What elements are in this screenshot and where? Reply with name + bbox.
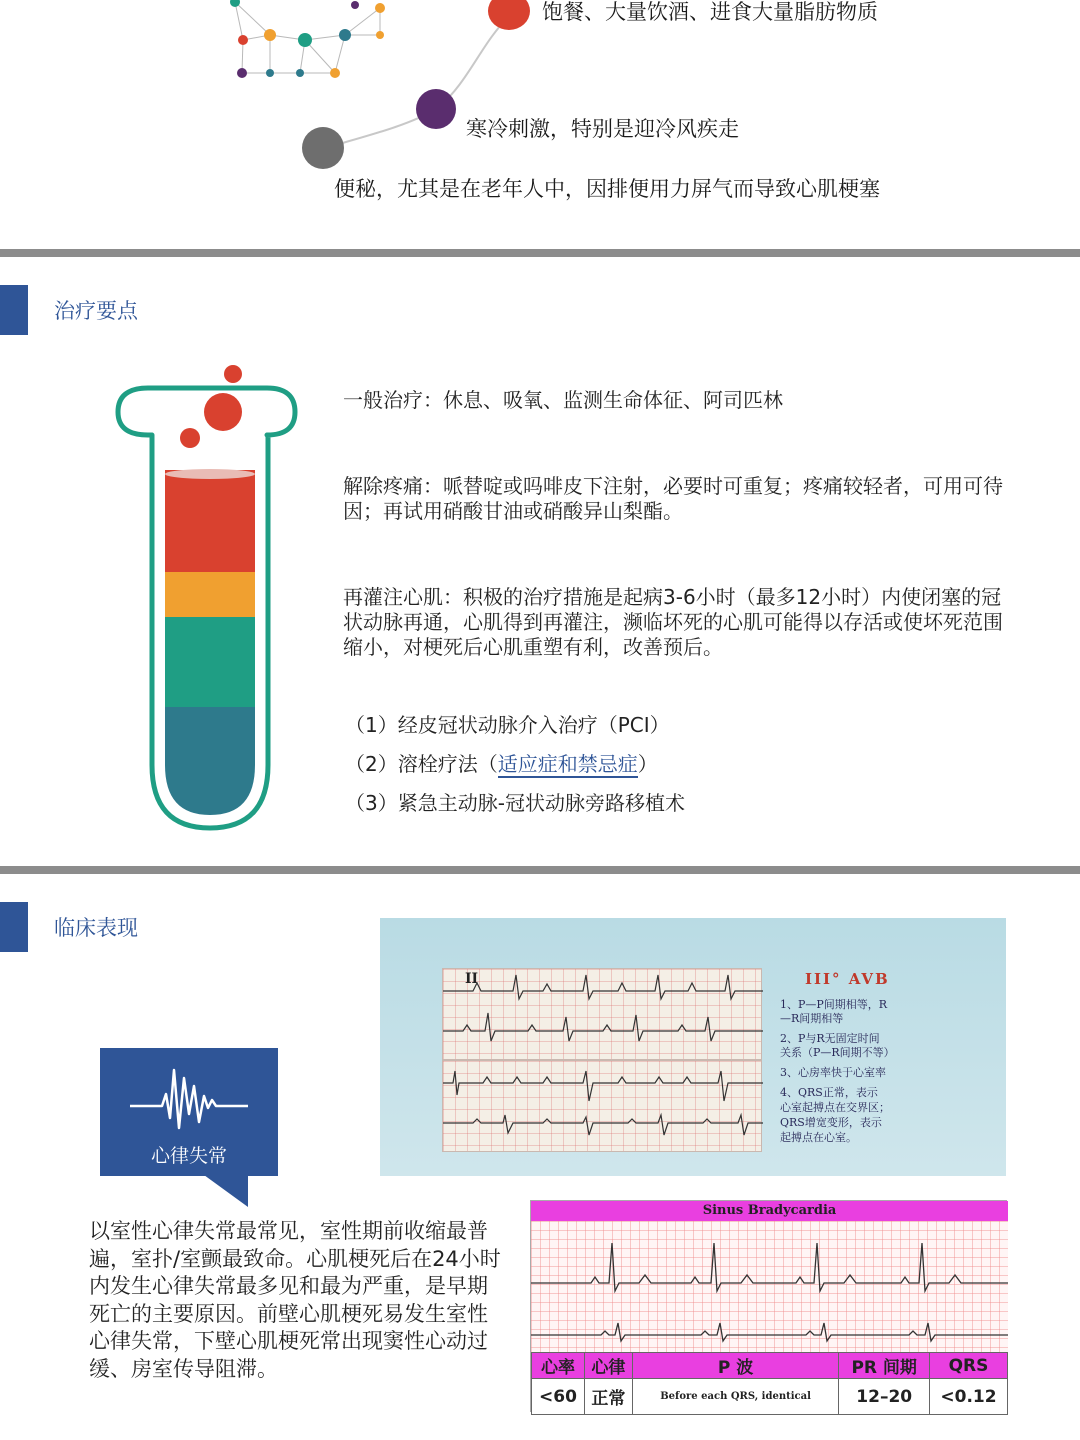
ecg-brady-grid xyxy=(531,1221,1008,1352)
test-tube-icon xyxy=(110,360,305,835)
ecg-note: 心室起搏点在交界区； xyxy=(780,1101,890,1114)
table-cell: <0.12 xyxy=(930,1379,1008,1415)
ecg-note: 2、P与R无固定时间 xyxy=(780,1032,880,1045)
ecg-note: 4、QRS正常，表示 xyxy=(780,1086,878,1099)
cause-item-2: 寒冷刺激，特别是迎冷风疾走 xyxy=(466,117,739,141)
section-title-treatment: 治疗要点 xyxy=(54,299,138,323)
section-title-clinical: 临床表现 xyxy=(54,916,138,940)
purple-bullet-icon xyxy=(416,89,456,129)
arrhythmia-callout xyxy=(100,1048,278,1176)
treatment-general: 一般治疗：休息、吸氧、监测生命体征、阿司匹林 xyxy=(343,388,783,412)
table-header: PR 间期 xyxy=(839,1353,930,1379)
ecg-trace xyxy=(443,1061,763,1153)
ecg-trace xyxy=(531,1221,1008,1352)
treatment-item-text: （2）溶栓疗法（ xyxy=(345,752,498,776)
section-divider xyxy=(0,249,1080,257)
ecg-note: QRS增宽变形，表示 xyxy=(780,1116,882,1129)
treatment-item-thrombolysis xyxy=(345,748,658,777)
ecg-avb-image xyxy=(380,918,1006,1176)
treatment-pain: 解除疼痛：哌替啶或吗啡皮下注射，必要时可重复；疼痛较轻者，可用可待因；再试用硝酸甘油或硝酸异山梨酯。 xyxy=(343,474,1003,523)
ecg-note: 3、心房率快于心室率 xyxy=(780,1066,886,1079)
gray-bullet-icon xyxy=(302,127,344,169)
clinical-description: 以室性心律失常最常见，室性期前收缩最普遍，室扑/室颤最致命。心肌梗死后在24小时内发生心律失常最多见和最为严重，是早期死亡的主要原因。前壁心肌梗死易发生室性心律失常，下壁心肌梗死常出现窦性心动过缓、房室传导阻滞。 xyxy=(89,1219,501,1381)
ecg-brady-title: Sinus Bradycardia xyxy=(531,1201,1008,1221)
table-header: 心率 xyxy=(532,1353,585,1379)
ecg-trace xyxy=(443,969,763,1061)
table-cell: <60 xyxy=(532,1379,585,1415)
indications-link[interactable]: 适应症和禁忌症 xyxy=(497,752,638,776)
section-marker xyxy=(0,285,28,335)
ecg-brady-table xyxy=(531,1352,1008,1415)
ecg-avb-title: III° AVB xyxy=(805,970,890,988)
section-divider xyxy=(0,866,1080,874)
heartbeat-icon xyxy=(100,1056,278,1136)
table-header: 心律 xyxy=(585,1353,633,1379)
treatment-reperfusion: 再灌注心肌：积极的治疗措施是起病3-6小时（最多12小时）内使闭塞的冠状动脉再通，心肌得到再灌注，濒临坏死的心肌可能得以存活或使坏死范围缩小，对梗死后心肌重塑有利，改善预后。 xyxy=(343,585,1003,659)
ecg-bradycardia-image xyxy=(530,1200,1007,1412)
table-header: QRS xyxy=(930,1353,1008,1379)
treatment-item-text: （3）紧急主动脉-冠状动脉旁路移植术 xyxy=(345,791,685,815)
table-cell: 正常 xyxy=(585,1379,633,1415)
ecg-strip-avb xyxy=(442,1060,762,1152)
ecg-strip-lead-ii xyxy=(442,968,762,1060)
callout-label: 心律失常 xyxy=(150,1145,227,1167)
table-header: P 波 xyxy=(632,1353,839,1379)
ecg-note: —R间期相等 xyxy=(780,1012,844,1025)
cause-item-3: 便秘，尤其是在老年人中，因排便用力屏气而导致心肌梗塞 xyxy=(334,177,880,201)
treatment-item-pci xyxy=(345,709,670,738)
treatment-item-cabg xyxy=(345,787,685,816)
treatment-item-text: （1）经皮冠状动脉介入治疗（PCI） xyxy=(345,713,670,737)
treatment-item-suffix: ） xyxy=(637,752,658,776)
lead-label: II xyxy=(465,971,479,987)
table-cell: 12–20 xyxy=(839,1379,930,1415)
section-marker xyxy=(0,902,28,952)
callout-tail xyxy=(204,1175,248,1207)
cause-item-1: 饱餐、大量饮酒、进食大量脂肪物质 xyxy=(542,0,878,24)
table-cell: Before each QRS, identical xyxy=(632,1379,839,1415)
ecg-note: 1、P—P间期相等，R xyxy=(780,998,888,1011)
ecg-note: 关系（P—R间期不等） xyxy=(780,1046,895,1059)
ecg-note: 起搏点在心室。 xyxy=(780,1131,857,1144)
